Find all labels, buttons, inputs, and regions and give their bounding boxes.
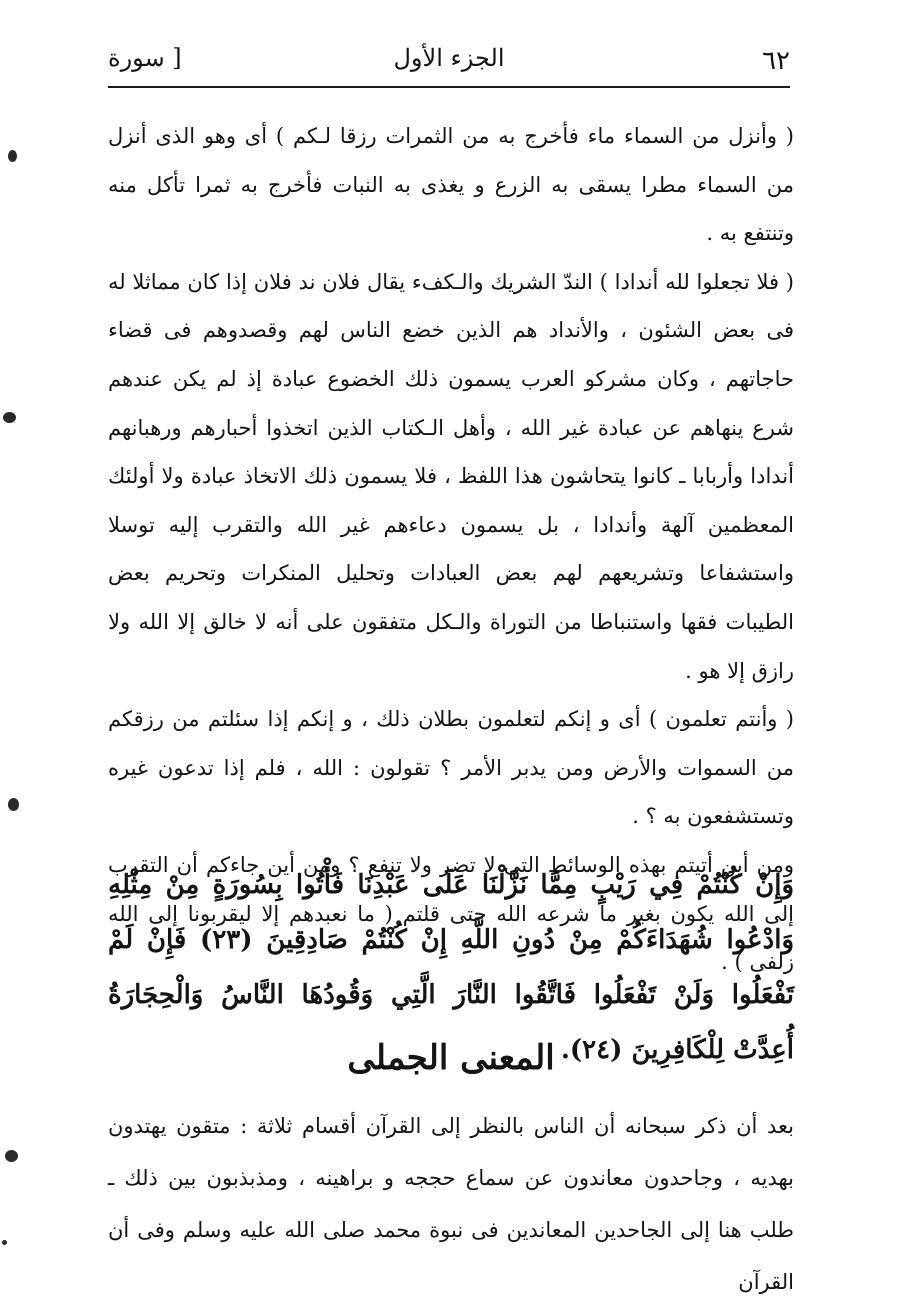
paragraph-rain: ( وأنزل من السماء ماء فأخرج به من الثمرات رزقا لـكم ) أى وهو الذى أنزل من السماء مطرا يسقى به الزرع و يغذى به النبات فأخرج به ثمرا تأكل منه وتنتفع به . [108, 124, 794, 246]
commentary-text: بعد أن ذكر سبحانه أن الناس بالنظر إلى القرآن أقسام ثلاثة : متقون يهتدون بهديه ، وجاحدون معاندون عن سماع حججه و براهينه ، ومذبذبون بين ذلك ـ طلب هنا إلى الجاحدين المعاندين فى نبوة محمد صلى الله عليه وسلم وفى أن القرآن [108, 1114, 794, 1294]
running-head: الجزء الأول [393, 44, 505, 72]
section-heading: المعنى الجملى [347, 1038, 555, 1078]
page-number: ٦٢ [762, 46, 790, 76]
margin-speck [3, 412, 16, 423]
margin-speck [8, 798, 19, 811]
margin-speck [2, 1240, 7, 1245]
margin-speck [5, 1150, 18, 1162]
margin-speck [8, 150, 17, 162]
paragraph-you-know: ( وأنتم تعلمون ) أى و إنكم لتعلمون بطلان ذلك ، و إنكم إذا سئلتم من رزقكم من السموات والأرض ومن يدبر الأمر ؟ تقولون : الله ، فلم إذا تدعون غيره وتستشفعون به ؟ . [108, 707, 794, 829]
surah-label: [ سورة [108, 44, 182, 72]
page-header [108, 40, 790, 88]
tafsir-body [108, 112, 794, 987]
quran-verse: وَإِنْ كُنْتُمْ فِي رَيْبٍ مِمَّا نَزَّلْنَا عَلَى عَبْدِنَا فَأْتُوا بِسُورَةٍ مِنْ مِثْلِهِ وَادْعُوا شُهَدَاءَكُمْ مِنْ دُونِ اللَّهِ إِنْ كُنْتُمْ صَادِقِينَ (٢٣) فَإِنْ لَمْ تَفْعَلُوا وَلَنْ تَفْعَلُوا فَاتَّقُوا النَّارَ الَّتِي وَقُودُهَا النَّاسُ وَالْحِجَارَةُ أُعِدَّتْ لِلْكَافِرِينَ (٢٤). [108, 870, 795, 1065]
paragraph-intermediaries: ومن أين أتيتم بهذه الوسائط التى لا تضر ولا تنفع ؟ ومن أين جاءكم أن التقرب إلى الله يكون بغير ما شرعه الله حتى قلتم ( ما نعبدهم إلا ليقربونا إلى الله زلفى ) . [108, 852, 794, 975]
paragraph-andad: ( فلا تجعلوا لله أندادا ) الندّ الشريك والـكفء يقال فلان ند فلان إذا كان مماثلا له فى بعض الشئون ، والأنداد هم الذين خضع الناس لهم وقصدوهم فى قضاء حاجاتهم ، وكان مشركو العرب يسمون ذلك الخضوع عبادة إذ لم يكن عندهم شرع ينهاهم عن عبادة غير الله ، وأهل الـكتاب الذين اتخذوا أحبارهم ورهبانهم أندادا وأربابا ـ كانوا يتحاشون هذا اللفظ ، فلا يسمون ذلك الاتخاذ عبادة ولا أولئك المعظمين آلهة وأندادا ، بل يسمون دعاءهم غير الله والتقرب إليه توسلا واستشفاعا وتشريعهم لهم بعض العبادات وتحليل المنكرات وتحريم بعض الطيبات فقها واستنباطا من التوراة والـكل متفقون على أنه لا خالق إلا الله ولا رازق إلا هو . [108, 269, 794, 683]
